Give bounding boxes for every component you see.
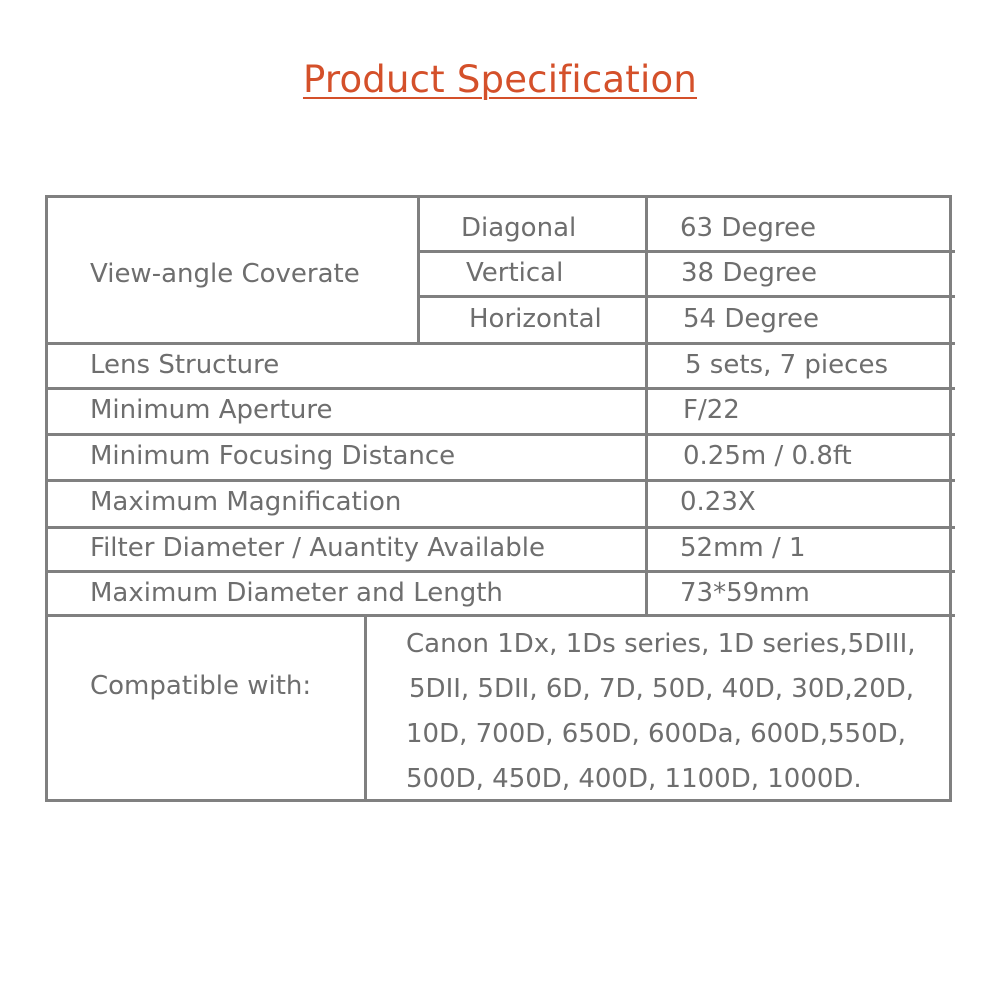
spec-value: 52mm / 1 bbox=[680, 533, 806, 563]
view-angle-value: 38 Degree bbox=[681, 258, 817, 288]
spec-value: 73*59mm bbox=[680, 578, 810, 608]
spec-label: Filter Diameter / Auantity Available bbox=[90, 533, 545, 563]
row-divider bbox=[48, 342, 955, 345]
compatible-label: Compatible with: bbox=[90, 671, 312, 701]
spec-label: Maximum Magnification bbox=[90, 487, 402, 517]
row-divider bbox=[48, 614, 955, 617]
page-title-text: Product Specification bbox=[302, 58, 697, 101]
row-divider bbox=[419, 295, 955, 298]
row-divider bbox=[48, 479, 955, 482]
compatible-line: 10D, 700D, 650D, 600Da, 600D,550D, bbox=[406, 719, 906, 749]
column-divider bbox=[645, 198, 648, 617]
spec-label: Lens Structure bbox=[90, 350, 280, 380]
row-divider bbox=[48, 433, 955, 436]
column-divider bbox=[364, 614, 367, 802]
page-title bbox=[0, 56, 1000, 104]
spec-value: 0.23X bbox=[680, 487, 756, 517]
spec-label: Minimum Aperture bbox=[90, 395, 333, 425]
spec-label: Minimum Focusing Distance bbox=[90, 441, 456, 471]
view-angle-value: 54 Degree bbox=[683, 304, 819, 334]
row-divider bbox=[48, 387, 955, 390]
view-angle-value: 63 Degree bbox=[680, 213, 816, 243]
compatible-list bbox=[406, 622, 916, 802]
row-divider bbox=[48, 570, 955, 573]
column-divider bbox=[417, 198, 420, 345]
compatible-line: Canon 1Dx, 1Ds series, 1D series,5DIII, bbox=[406, 629, 916, 659]
spec-value: 0.25m / 0.8ft bbox=[683, 441, 852, 471]
spec-value: F/22 bbox=[683, 395, 740, 425]
spec-value: 5 sets, 7 pieces bbox=[685, 350, 888, 380]
view-angle-sub-label: Diagonal bbox=[461, 213, 577, 243]
spec-label: Maximum Diameter and Length bbox=[90, 578, 503, 608]
view-angle-sub-label: Horizontal bbox=[469, 304, 602, 334]
row-divider bbox=[48, 526, 955, 529]
row-divider bbox=[419, 250, 955, 253]
view-angle-sub-label: Vertical bbox=[466, 258, 564, 288]
compatible-line: 5DII, 5DII, 6D, 7D, 50D, 40D, 30D,20D, bbox=[409, 674, 915, 704]
spec-table bbox=[45, 195, 952, 802]
compatible-line: 500D, 450D, 400D, 1100D, 1000D. bbox=[406, 764, 862, 794]
view-angle-label: View-angle Coverate bbox=[90, 259, 360, 289]
